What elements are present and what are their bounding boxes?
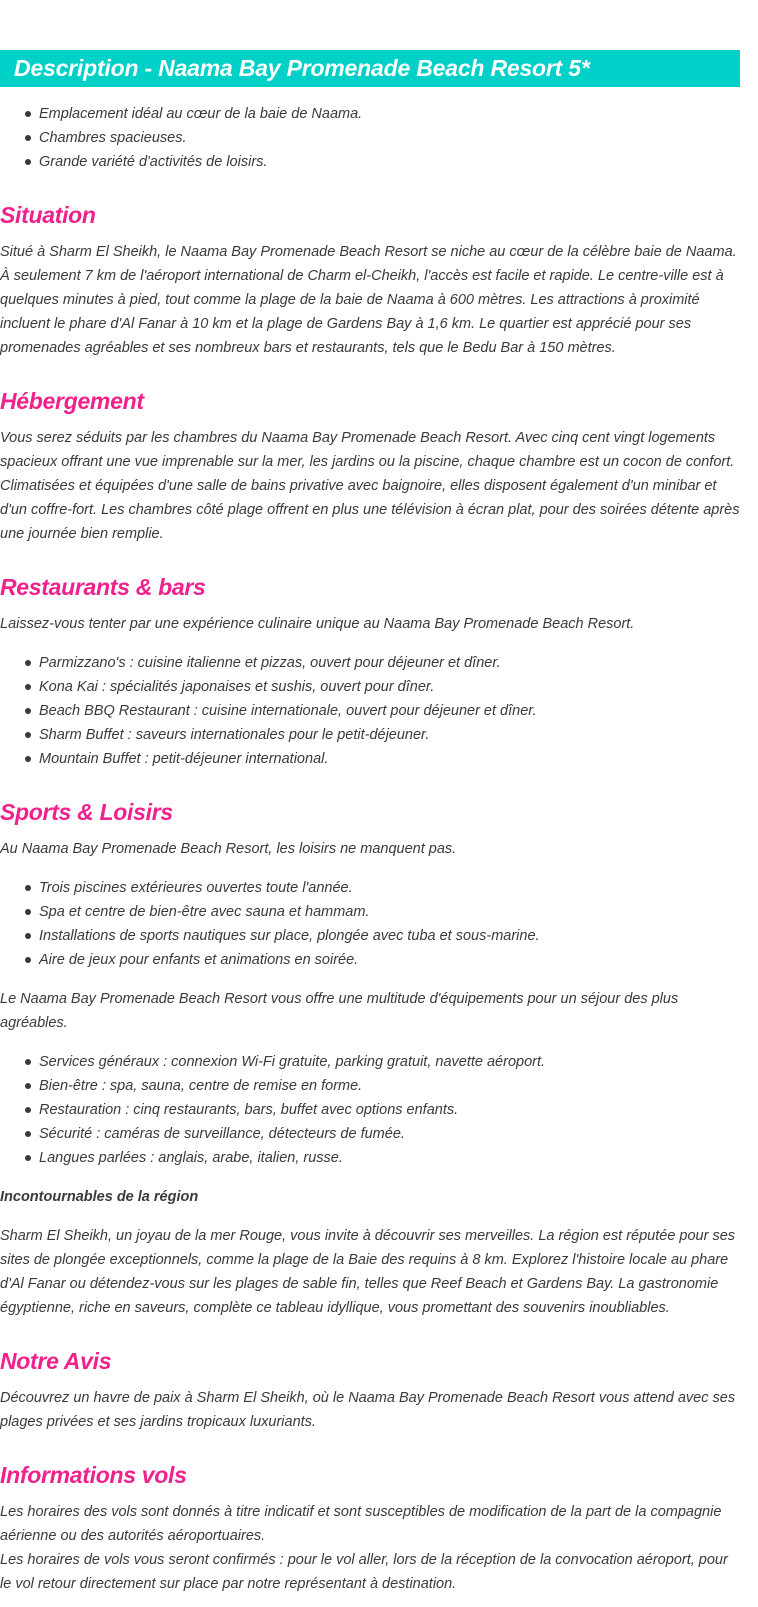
sports-intro: Au Naama Bay Promenade Beach Resort, les loisirs ne manquent pas. (0, 841, 457, 857)
vols-text-1: Les horaires des vols sont donnés à titre indicatif et sont susceptibles de modification de la part de la compagnie aérienne ou des autorités aéroportuaires. (0, 1504, 722, 1544)
list-item: Spa et centre de bien-être avec sauna et hammam. (0, 900, 758, 924)
list-item: Trois piscines extérieures ouvertes toute l'année. (0, 876, 758, 900)
list-item: Parmizzano's : cuisine italienne et pizzas, ouvert pour déjeuner et dîner. (0, 651, 758, 675)
list-item: Sharm Buffet : saveurs internationales pour le petit-déjeuner. (0, 723, 758, 747)
list-item: Services généraux : connexion Wi-Fi gratuite, parking gratuit, navette aéroport. (0, 1050, 758, 1074)
restaurants-intro: Laissez-vous tenter par une expérience culinaire unique au Naama Bay Promenade Beach Resort. (0, 616, 635, 632)
list-item: Restauration : cinq restaurants, bars, buffet avec options enfants. (0, 1098, 758, 1122)
list-item: Installations de sports nautiques sur place, plongée avec tuba et sous-marine. (0, 924, 758, 948)
situation-heading: Situation (0, 202, 96, 228)
restaurants-list (0, 651, 758, 771)
restaurants-heading: Restaurants & bars (0, 574, 206, 600)
list-item: Emplacement idéal au cœur de la baie de Naama. (0, 102, 758, 126)
list-item: Aire de jeux pour enfants et animations en soirée. (0, 948, 758, 972)
vols-text-2: Les horaires de vols vous seront confirmés : pour le vol aller, lors de la réception de la convocation aéroport, pour le vol retour directement sur place par notre représentant à destination. (0, 1552, 728, 1592)
avis-heading: Notre Avis (0, 1348, 112, 1374)
list-item: Mountain Buffet : petit-déjeuner international. (0, 747, 758, 771)
list-item: Beach BBQ Restaurant : cuisine internationale, ouvert pour déjeuner et dîner. (0, 699, 758, 723)
region-text: Sharm El Sheikh, un joyau de la mer Rouge, vous invite à découvrir ses merveilles. La région est réputée pour ses sites de plongée exceptionnels, comme la plage de la Baie des requins à 8 km. Explorez l'histoire locale au phare d'Al Fanar ou détendez-vous sur les plages de sable fin, telles que Reef Beach et Gardens Bay. La gastronomie égyptienne, riche en saveurs, complète ce tableau idyllique, vous promettant des souvenirs inoubliables. (0, 1228, 736, 1316)
sports-heading: Sports & Loisirs (0, 799, 173, 825)
list-item: Kona Kai : spécialités japonaises et sushis, ouvert pour dîner. (0, 675, 758, 699)
avis-text: Découvrez un havre de paix à Sharm El Sheikh, où le Naama Bay Promenade Beach Resort vous attend avec ses plages privées et ses jardins tropicaux luxuriants. (0, 1390, 736, 1430)
vols-heading: Informations vols (0, 1462, 187, 1488)
region-heading: Incontournables de la région (0, 1189, 199, 1205)
list-item: Chambres spacieuses. (0, 126, 758, 150)
list-item: Langues parlées : anglais, arabe, italien, russe. (0, 1146, 758, 1170)
page-title: Description - Naama Bay Promenade Beach Resort 5* (14, 55, 590, 81)
description-banner (0, 50, 740, 87)
equipment-intro: Le Naama Bay Promenade Beach Resort vous offre une multitude d'équipements pour un séjour des plus agréables. (0, 991, 679, 1031)
highlights-list (0, 102, 758, 174)
hebergement-text: Vous serez séduits par les chambres du Naama Bay Promenade Beach Resort. Avec cinq cent vingt logements spacieux offrant une vue imprenable sur la mer, les jardins ou la piscine, chaque chambre est un cocon de confort. Climatisées et équipées d'une salle de bains privative avec baignoire, elles disposent également d'un minibar et d'un coffre-fort. Les chambres côté plage offrent en plus une télévision à écran plat, pour des soirées détente après une journée bien remplie. (0, 430, 740, 542)
equipment-list (0, 1050, 758, 1170)
list-item: Sécurité : caméras de surveillance, détecteurs de fumée. (0, 1122, 758, 1146)
sports-list (0, 876, 758, 972)
list-item: Bien-être : spa, sauna, centre de remise en forme. (0, 1074, 758, 1098)
hebergement-heading: Hébergement (0, 388, 144, 414)
list-item: Grande variété d'activités de loisirs. (0, 150, 758, 174)
situation-text: Situé à Sharm El Sheikh, le Naama Bay Promenade Beach Resort se niche au cœur de la célèbre baie de Naama. À seulement 7 km de l'aéroport international de Charm el-Cheikh, l'accès est facile et rapide. Le centre-ville est à quelques minutes à pied, tout comme la plage de la baie de Naama à 600 mètres. Les attractions à proximité incluent le phare d'Al Fanar à 10 km et la plage de Gardens Bay à 1,6 km. Le quartier est apprécié pour ses promenades agréables et ses nombreux bars et restaurants, tels que le Bedu Bar à 150 mètres. (0, 244, 737, 356)
